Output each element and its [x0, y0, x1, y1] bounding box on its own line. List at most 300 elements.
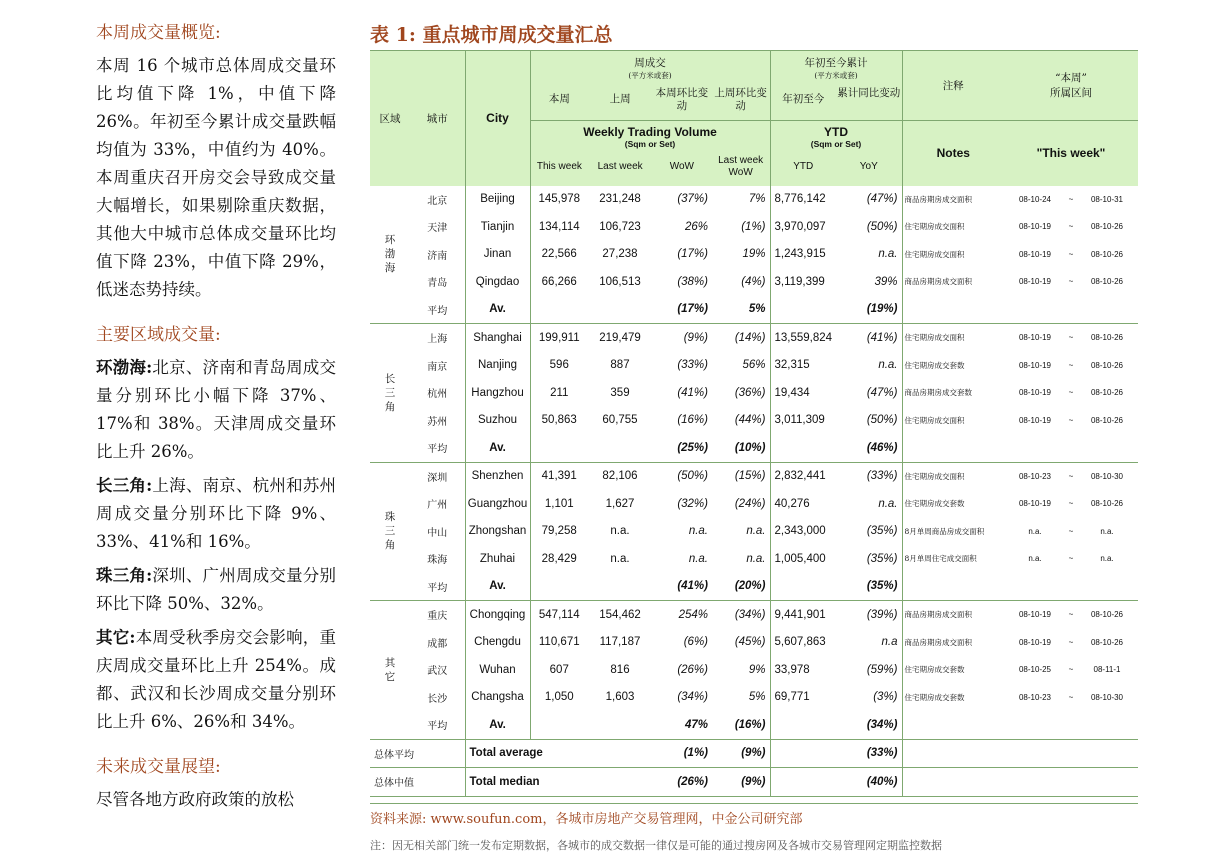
average-empty-cell: [530, 434, 588, 462]
this-week-cell: 22,566: [530, 241, 588, 269]
zsj-paragraph: [96, 562, 336, 618]
this-week-cell: 50,863: [530, 407, 588, 435]
city-cn-cell: 成都: [427, 638, 448, 650]
period-to: 08-10-26: [1090, 333, 1124, 343]
total-empty-cell: [770, 768, 836, 797]
wow-cell: (50%): [677, 470, 708, 483]
city-cn-cell: 重庆: [427, 611, 448, 623]
header-ytd-unit-cn: (平方米或套): [814, 71, 858, 80]
period-tilde: ~: [1068, 222, 1074, 232]
notes-cell: 商品房期房成交面积: [902, 268, 1004, 296]
wow-cell: (32%): [677, 497, 708, 510]
table-row: [370, 656, 1138, 684]
header-weekly-subcols-en: [531, 155, 770, 179]
bohai-label: 环渤海:: [96, 358, 153, 377]
table-row: [370, 352, 1138, 380]
header-city: City: [465, 51, 530, 186]
ytd-cell: 3,970,097: [770, 213, 836, 241]
this-week-cell: 28,429: [530, 545, 588, 573]
last-week-cell: n.a.: [610, 552, 630, 565]
last-week-cell: 154,462: [599, 608, 641, 621]
last-week-wow-cell: (15%): [734, 470, 766, 483]
average-wow-cell: 47%: [652, 711, 712, 739]
last-week-cell: 1,627: [605, 497, 635, 510]
last-week-wow-cell: (4%): [741, 275, 766, 288]
last-week-cell: 117,187: [599, 636, 641, 649]
total-lwow-cell: (9%): [712, 739, 770, 768]
average-label-cell: Av.: [465, 711, 530, 739]
yoy-cell: 39%: [874, 275, 898, 288]
yoy-cell: n.a.: [878, 248, 898, 261]
average-empty-cell: [770, 573, 836, 601]
city-cell: Qingdao: [465, 268, 530, 296]
yoy-cell: (35%): [866, 552, 898, 565]
table-body: [370, 186, 1138, 797]
notes-cell: 住宅期房成交面积: [902, 324, 1004, 352]
city-cell: Hangzhou: [465, 379, 530, 407]
this-week-cell: 134,114: [530, 213, 588, 241]
header-thisweek-en: "This week": [1004, 121, 1138, 186]
yoy-cell: (59%): [866, 663, 898, 676]
notes-cell: 住宅期房成交套数: [902, 490, 1004, 518]
average-empty-cell: [902, 711, 1004, 739]
total-wow-cell: (26%): [652, 768, 712, 797]
city-cn-cell: 天津: [427, 223, 448, 235]
region-name: 长三角: [384, 372, 396, 413]
total-cn-cell: 总体平均: [370, 739, 465, 768]
notes-cell: 商品房期房成交面积: [902, 629, 1004, 657]
city-cell: Shenzhen: [465, 462, 530, 490]
header-ytd-cn: 年初至今累计: [804, 57, 868, 69]
region-label: [370, 324, 410, 463]
this-week-cell: 66,266: [530, 268, 588, 296]
last-week-cell: 359: [610, 386, 630, 399]
last-week-wow-cell: (14%): [734, 331, 766, 344]
city-cell: Beijing: [465, 186, 530, 214]
last-week-cell: 887: [610, 359, 630, 372]
region-label: [370, 601, 410, 740]
city-cell: Zhuhai: [465, 545, 530, 573]
period-from: 08-10-24: [1018, 194, 1052, 204]
average-label-cell: Av.: [465, 573, 530, 601]
average-yoy-cell: (46%): [836, 434, 902, 462]
period-from: n.a.: [1028, 554, 1042, 564]
header-ytd-unit-en: (Sqm or Set): [810, 139, 862, 149]
period-from: 08-10-19: [1018, 222, 1052, 232]
yoy-cell: (33%): [866, 470, 898, 483]
zsj-text: 深圳、广州周成交量分别环比下降 50%、32%。: [96, 566, 337, 613]
source-note: 资料来源: www.soufun.com，各城市房地产交易管理网，中金公司研究部: [370, 803, 1138, 827]
notes-cell: 住宅期房成交面积: [902, 213, 1004, 241]
period-tilde: ~: [1068, 360, 1074, 370]
period-from: 08-10-19: [1018, 277, 1052, 287]
period-tilde: ~: [1068, 277, 1074, 287]
wow-cell: (26%): [677, 663, 708, 676]
ytd-cell: 32,315: [770, 352, 836, 380]
average-wow-cell: (17%): [652, 296, 712, 324]
last-week-cell: 82,106: [602, 470, 638, 483]
yoy-cell: (50%): [866, 220, 898, 233]
average-row: [370, 434, 1138, 462]
city-cn-cell: 深圳: [427, 472, 448, 484]
period-cell: [1004, 352, 1138, 380]
period-cell: [1004, 518, 1138, 546]
header-city-cn: 城市: [410, 51, 465, 186]
last-week-wow-cell: 7%: [748, 193, 766, 206]
csj-label: 长三角:: [96, 476, 153, 495]
period-to: 08-10-26: [1090, 249, 1124, 259]
average-cn-cell: 平均: [410, 434, 465, 462]
header-wow-en: WoW: [669, 161, 694, 172]
table-row: [370, 379, 1138, 407]
zsj-label: 珠三角:: [96, 566, 153, 585]
period-to: 08-10-31: [1090, 194, 1124, 204]
city-cell: Nanjing: [465, 352, 530, 380]
header-this-week-en: This week: [536, 161, 582, 172]
average-yoy-cell: (19%): [836, 296, 902, 324]
average-lwow-cell: (16%): [712, 711, 770, 739]
period-tilde: ~: [1068, 692, 1074, 702]
other-paragraph: [96, 624, 336, 736]
city-volume-table: [370, 50, 1138, 797]
header-ytd-en: YTD: [824, 125, 848, 139]
last-week-wow-cell: n.a.: [746, 552, 766, 565]
last-week-cell: n.a.: [610, 525, 630, 538]
period-cell: [1004, 490, 1138, 518]
header-ytd2-cn: 年初至今: [782, 93, 825, 105]
period-cell: [1004, 601, 1138, 629]
average-empty-cell: [588, 296, 652, 324]
table-row: [370, 407, 1138, 435]
wow-cell: (33%): [677, 359, 708, 372]
yoy-cell: (47%): [866, 386, 898, 399]
last-week-wow-cell: 19%: [742, 248, 766, 261]
city-cn-cell: 青岛: [427, 278, 448, 290]
average-cn-cell: 平均: [410, 711, 465, 739]
city-cell: Jinan: [465, 241, 530, 269]
period-tilde: ~: [1068, 554, 1074, 564]
average-yoy-cell: (35%): [836, 573, 902, 601]
table-row: [370, 241, 1138, 269]
ytd-cell: 2,832,441: [770, 462, 836, 490]
table-column: [370, 20, 1140, 853]
notes-cell: 商品房期房成交套数: [902, 379, 1004, 407]
header-ytd-col-en: YTD: [793, 161, 814, 172]
this-week-cell: 41,391: [530, 462, 588, 490]
section-title-outlook: 未来成交量展望:: [96, 757, 221, 777]
period-cell: [1004, 684, 1138, 712]
notes-cell: 住宅期房成交面积: [902, 462, 1004, 490]
period-cell: [1004, 462, 1138, 490]
average-label-cell: Av.: [465, 434, 530, 462]
yoy-cell: (41%): [866, 331, 898, 344]
city-cn-cell: 济南: [427, 250, 448, 262]
period-from: 08-10-23: [1018, 692, 1052, 702]
average-empty-cell: [1004, 296, 1138, 324]
last-week-wow-cell: (34%): [734, 608, 766, 621]
yoy-cell: (50%): [866, 414, 898, 427]
yoy-cell: n.a.: [878, 359, 898, 372]
period-to: 08-10-26: [1090, 360, 1124, 370]
period-to: 08-10-26: [1090, 222, 1124, 232]
table-title: 表 1: 重点城市周成交量汇总: [370, 24, 613, 46]
ytd-cell: 2,343,000: [770, 518, 836, 546]
notes-cell: 8月单周住宅成交面积: [902, 545, 1004, 573]
yoy-cell: (39%): [866, 608, 898, 621]
header-last-week-cn: 上周: [609, 93, 631, 105]
header-yoy-cn: 累计同比变动: [837, 87, 901, 99]
table-row: [370, 684, 1138, 712]
average-empty-cell: [902, 573, 1004, 601]
average-empty-cell: [770, 434, 836, 462]
table-row: [370, 462, 1138, 490]
last-week-wow-cell: (24%): [734, 497, 766, 510]
period-cell: [1004, 629, 1138, 657]
period-tilde: ~: [1068, 471, 1074, 481]
section-title-overview: 本周成交量概览:: [96, 23, 221, 43]
average-cn-cell: 平均: [410, 573, 465, 601]
city-cn-cell: 长沙: [427, 693, 448, 705]
average-cn-cell: 平均: [410, 296, 465, 324]
this-week-cell: 1,050: [530, 684, 588, 712]
wow-cell: (9%): [683, 331, 708, 344]
table-row: [370, 268, 1138, 296]
last-week-wow-cell: 56%: [742, 359, 766, 372]
average-empty-cell: [770, 296, 836, 324]
period-to: 08-10-26: [1090, 277, 1124, 287]
period-tilde: ~: [1068, 637, 1074, 647]
period-from: 08-10-25: [1018, 665, 1052, 675]
period-cell: [1004, 268, 1138, 296]
period-tilde: ~: [1068, 499, 1074, 509]
city-cell: Wuhan: [465, 656, 530, 684]
total-empty-cell: [770, 739, 836, 768]
wow-cell: n.a.: [688, 552, 708, 565]
csj-paragraph: [96, 472, 336, 556]
region-name: 环渤海: [384, 234, 396, 275]
period-to: 08-10-30: [1090, 471, 1124, 481]
period-tilde: ~: [1068, 249, 1074, 259]
header-weekly-group-cn: [530, 51, 770, 121]
period-to: 08-10-30: [1090, 692, 1124, 702]
bohai-text: 北京、济南和青岛周成交量分别环比小幅下降 37%、17%和 38%。天津周成交量环比上升 26%。: [96, 358, 337, 461]
average-empty-cell: [588, 434, 652, 462]
header-thisweek-cn: “本周” 所属区间: [1004, 51, 1138, 121]
last-week-wow-cell: (44%): [734, 414, 766, 427]
city-cell: Tianjin: [465, 213, 530, 241]
last-week-cell: 816: [610, 663, 630, 676]
average-row: [370, 711, 1138, 739]
period-from: n.a.: [1028, 526, 1042, 536]
last-week-cell: 231,248: [599, 193, 641, 206]
ytd-cell: 3,119,399: [770, 268, 836, 296]
wow-cell: 26%: [684, 220, 708, 233]
yoy-cell: (35%): [866, 525, 898, 538]
wow-cell: n.a.: [688, 525, 708, 538]
this-week-cell: 79,258: [530, 518, 588, 546]
last-week-cell: 60,755: [602, 414, 638, 427]
total-empty-cell: [902, 768, 1004, 797]
csj-text: 上海、南京、杭州和苏州周成交量分别环比下降 9%、33%、41%和 16%。: [96, 476, 337, 551]
period-cell: [1004, 656, 1138, 684]
ytd-cell: 1,243,915: [770, 241, 836, 269]
last-week-wow-cell: (1%): [741, 220, 766, 233]
ytd-cell: 19,434: [770, 379, 836, 407]
header-weekly-unit-cn: (平方米或套): [628, 71, 672, 80]
average-empty-cell: [1004, 434, 1138, 462]
average-row: [370, 573, 1138, 601]
period-to: 08-10-26: [1090, 499, 1124, 509]
last-week-cell: 27,238: [602, 248, 638, 261]
city-cn-cell: 中山: [427, 527, 448, 539]
table-row: [370, 601, 1138, 629]
this-week-cell: 607: [530, 656, 588, 684]
this-week-cell: 547,114: [530, 601, 588, 629]
period-tilde: ~: [1068, 665, 1074, 675]
city-cell: Suzhou: [465, 407, 530, 435]
header-yoy-en: YoY: [859, 161, 878, 172]
average-lwow-cell: 5%: [712, 296, 770, 324]
header-this-week-cn: 本周: [548, 93, 570, 105]
city-cn-cell: 南京: [427, 361, 448, 373]
region-name: 珠三角: [384, 511, 396, 552]
average-lwow-cell: (20%): [712, 573, 770, 601]
average-empty-cell: [530, 573, 588, 601]
this-week-cell: 596: [530, 352, 588, 380]
last-week-wow-cell: n.a.: [746, 525, 766, 538]
average-label-cell: Av.: [465, 296, 530, 324]
header-last-week-en: Last week: [597, 161, 643, 172]
period-tilde: ~: [1068, 194, 1074, 204]
last-week-wow-cell: 9%: [748, 663, 766, 676]
summary-column: [96, 20, 336, 814]
period-from: 08-10-19: [1018, 388, 1052, 398]
total-yoy-cell: (33%): [836, 739, 902, 768]
period-cell: [1004, 379, 1138, 407]
period-cell: [1004, 407, 1138, 435]
region-label: [370, 186, 410, 324]
header-weekly-cn: 周成交: [634, 57, 666, 69]
average-empty-cell: [770, 711, 836, 739]
city-cn-cell: 杭州: [427, 389, 448, 401]
period-to: 08-10-26: [1090, 637, 1124, 647]
footnote: 注：因无相关部门统一发布定期数据，各城市的成交数据一律仅是可能的通过搜房网及各城市交易管理网定期监控数据: [370, 838, 942, 852]
last-week-cell: 219,479: [599, 331, 641, 344]
yoy-cell: (47%): [866, 193, 898, 206]
last-week-wow-cell: 5%: [748, 691, 766, 704]
table-row: [370, 545, 1138, 573]
average-yoy-cell: (34%): [836, 711, 902, 739]
average-row: [370, 296, 1138, 324]
average-empty-cell: [1004, 711, 1138, 739]
ytd-cell: 8,776,142: [770, 186, 836, 214]
average-empty-cell: [588, 573, 652, 601]
period-from: 08-10-19: [1018, 249, 1052, 259]
city-cn-cell: 珠海: [427, 555, 448, 567]
period-tilde: ~: [1068, 415, 1074, 425]
city-cn-cell: 北京: [427, 195, 448, 207]
total-empty-cell: [1004, 768, 1138, 797]
average-empty-cell: [902, 434, 1004, 462]
header-weekly-group-en: [530, 121, 770, 186]
average-lwow-cell: (10%): [712, 434, 770, 462]
period-cell: [1004, 241, 1138, 269]
table-row: [370, 213, 1138, 241]
notes-cell: 商品房期房成交面积: [902, 601, 1004, 629]
total-lwow-cell: (9%): [712, 768, 770, 797]
city-cn-cell: 武汉: [427, 666, 448, 678]
yoy-cell: n.a.: [878, 497, 898, 510]
city-cell: Chengdu: [465, 629, 530, 657]
period-to: n.a.: [1100, 526, 1114, 536]
header-lwow-en: Last week WoW: [718, 155, 764, 178]
period-tilde: ~: [1068, 388, 1074, 398]
period-cell: [1004, 186, 1138, 214]
wow-cell: (17%): [677, 248, 708, 261]
header-ytd-subcols-cn: [771, 87, 902, 106]
total-empty-cell: [902, 739, 1004, 768]
average-empty-cell: [902, 296, 1004, 324]
table-row: [370, 629, 1138, 657]
header-weekly-unit-en: (Sqm or Set): [624, 139, 676, 149]
header-lwow-cn: 上周环比变动: [714, 87, 767, 112]
notes-cell: 住宅期房成交套数: [902, 352, 1004, 380]
average-empty-cell: [530, 296, 588, 324]
wow-cell: (38%): [677, 275, 708, 288]
notes-cell: 住宅期房成交面积: [902, 407, 1004, 435]
table-row: [370, 324, 1138, 352]
city-cell: Changsha: [465, 684, 530, 712]
ytd-cell: 69,771: [770, 684, 836, 712]
total-label-cell: Total average: [465, 739, 652, 768]
bohai-paragraph: [96, 354, 336, 466]
header-notes-en: Notes: [902, 121, 1004, 186]
last-week-wow-cell: (45%): [734, 636, 766, 649]
ytd-cell: 3,011,309: [770, 407, 836, 435]
region-label: [370, 462, 410, 601]
wow-cell: (41%): [677, 386, 708, 399]
ytd-cell: 33,978: [770, 656, 836, 684]
average-wow-cell: (25%): [652, 434, 712, 462]
total-wow-cell: (1%): [652, 739, 712, 768]
this-week-cell: 1,101: [530, 490, 588, 518]
this-week-cell: 199,911: [530, 324, 588, 352]
period-cell: [1004, 545, 1138, 573]
wow-cell: 254%: [678, 608, 708, 621]
total-empty-cell: [1004, 739, 1138, 768]
city-cell: Zhongshan: [465, 518, 530, 546]
period-from: 08-10-19: [1018, 637, 1052, 647]
last-week-cell: 106,513: [599, 275, 641, 288]
city-cn-cell: 上海: [427, 334, 448, 346]
total-label-cell: Total median: [465, 768, 652, 797]
city-cn-cell: 苏州: [427, 416, 448, 428]
notes-cell: 住宅期房成交面积: [902, 241, 1004, 269]
this-week-cell: 110,671: [530, 629, 588, 657]
average-empty-cell: [530, 711, 588, 739]
wow-cell: (37%): [677, 193, 708, 206]
city-cell: Chongqing: [465, 601, 530, 629]
average-empty-cell: [1004, 573, 1138, 601]
header-weekly-en: Weekly Trading Volume: [583, 125, 717, 139]
ytd-cell: 40,276: [770, 490, 836, 518]
city-cell: Guangzhou: [465, 490, 530, 518]
city-cell: Shanghai: [465, 324, 530, 352]
header-ytd-subcols-en: [771, 155, 902, 173]
ytd-cell: 5,607,863: [770, 629, 836, 657]
period-to: 08-10-26: [1090, 388, 1124, 398]
header-notes-cn: 注释: [902, 51, 1004, 121]
